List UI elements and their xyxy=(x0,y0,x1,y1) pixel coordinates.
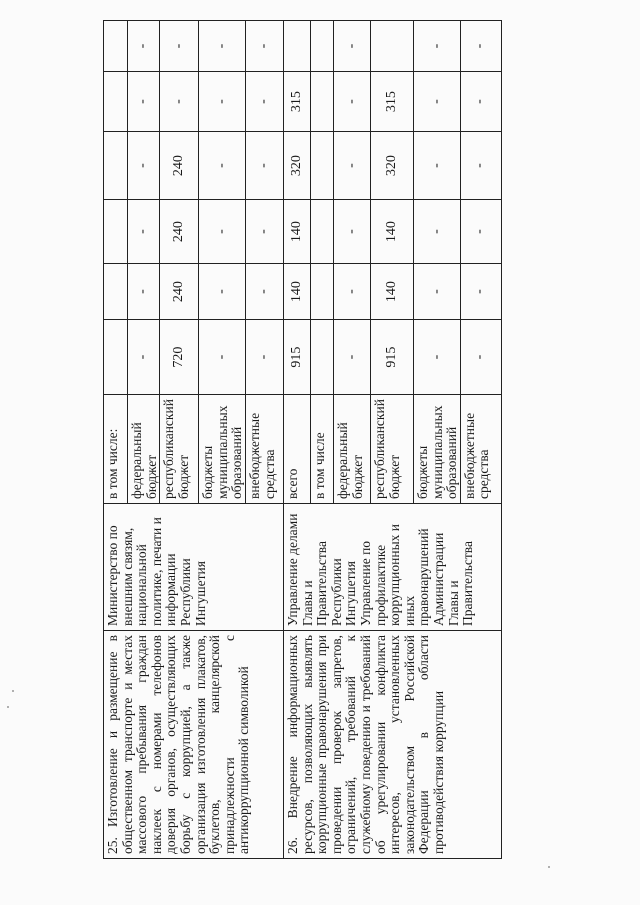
amount-cell: - xyxy=(199,72,246,132)
amount-cell: - xyxy=(128,264,160,320)
funding-source-label: бюджеты муниципальных образований xyxy=(199,395,246,504)
amount-cell xyxy=(310,200,333,264)
amount-cell: - xyxy=(413,264,460,320)
amount-cell: - xyxy=(160,21,199,72)
amount-cell: - xyxy=(245,21,283,72)
amount-cell: - xyxy=(245,320,283,395)
amount-cell xyxy=(104,320,128,395)
scan-speck xyxy=(548,866,550,868)
amount-cell: 915 xyxy=(283,320,310,395)
amount-cell xyxy=(104,72,128,132)
amount-cell: - xyxy=(333,200,370,264)
funding-source-label: в том числе xyxy=(310,395,333,504)
amount-cell: - xyxy=(460,72,501,132)
amount-cell xyxy=(104,200,128,264)
amount-cell: - xyxy=(413,21,460,72)
funding-source-label: внебюджетные средства xyxy=(245,395,283,504)
amount-cell: 320 xyxy=(370,132,413,200)
amount-cell: - xyxy=(460,132,501,200)
funding-source-label: в том числе: xyxy=(104,395,128,504)
amount-cell: 315 xyxy=(283,72,310,132)
table-row xyxy=(104,21,128,859)
amount-cell: 315 xyxy=(370,72,413,132)
measure-description: 26. Внедрение информационных ресурсов, позволяющих выявлять коррупционные правонарушения при проведении проверок запретов, ограничений, требований к служебному поведению и требований об урегулировании конфликта интересов, установленных законодательством Российской Федерации в области противодействия коррупции xyxy=(283,631,501,859)
amount-cell: - xyxy=(460,264,501,320)
amount-cell: - xyxy=(128,72,160,132)
amount-cell: - xyxy=(413,132,460,200)
amount-cell xyxy=(310,72,333,132)
amount-cell: 915 xyxy=(370,320,413,395)
amount-cell: - xyxy=(460,320,501,395)
scan-speck xyxy=(12,690,14,692)
amount-cell xyxy=(283,21,310,72)
amount-cell: - xyxy=(333,320,370,395)
amount-cell: - xyxy=(460,200,501,264)
amount-cell: - xyxy=(199,132,246,200)
amount-cell xyxy=(104,21,128,72)
funding-source-label: бюджеты муниципальных образований xyxy=(413,395,460,504)
amount-cell xyxy=(310,21,333,72)
amount-cell xyxy=(370,21,413,72)
amount-cell xyxy=(310,132,333,200)
amount-cell: - xyxy=(128,132,160,200)
amount-cell: - xyxy=(333,72,370,132)
scan-speck xyxy=(7,706,9,708)
amount-cell xyxy=(104,264,128,320)
amount-cell: - xyxy=(333,21,370,72)
budget-table xyxy=(103,20,502,859)
amount-cell: - xyxy=(199,264,246,320)
amount-cell xyxy=(310,320,333,395)
measure-description: 25. Изготовление и размещение в общественном транспорте и местах массового пребывания граждан наклеек с номерами телефонов доверия органов, осуществляющих борьбу с коррупцией, а также организация изготовления плакатов, буклетов, канцелярской принадлежности с антикоррупционной символикой xyxy=(104,631,284,859)
amount-cell: 140 xyxy=(370,200,413,264)
amount-cell: - xyxy=(160,72,199,132)
amount-cell: - xyxy=(128,200,160,264)
amount-cell: - xyxy=(333,132,370,200)
amount-cell: 240 xyxy=(160,132,199,200)
funding-source-label: федеральный бюджет xyxy=(128,395,160,504)
amount-cell xyxy=(104,132,128,200)
amount-cell: 140 xyxy=(283,264,310,320)
amount-cell xyxy=(310,264,333,320)
amount-cell: 240 xyxy=(160,264,199,320)
amount-cell: - xyxy=(413,320,460,395)
amount-cell: 320 xyxy=(283,132,310,200)
amount-cell: - xyxy=(413,72,460,132)
amount-cell: - xyxy=(128,320,160,395)
funding-source-label: республиканский бюджет xyxy=(160,395,199,504)
amount-cell: 240 xyxy=(160,200,199,264)
amount-cell: - xyxy=(460,21,501,72)
amount-cell: - xyxy=(413,200,460,264)
amount-cell: - xyxy=(245,132,283,200)
amount-cell: - xyxy=(333,264,370,320)
amount-cell: - xyxy=(199,21,246,72)
amount-cell: - xyxy=(245,264,283,320)
amount-cell: - xyxy=(128,21,160,72)
funding-source-label: федеральный бюджет xyxy=(333,395,370,504)
amount-cell: - xyxy=(245,72,283,132)
amount-cell: 140 xyxy=(370,264,413,320)
funding-source-label: всего xyxy=(283,395,310,504)
table-row xyxy=(283,21,310,859)
executor-cell: Министерство по внешним связям, национальной политике, печати и информации Республики Ингушетия xyxy=(104,504,284,631)
funding-source-label: республиканский бюджет xyxy=(370,395,413,504)
amount-cell: 720 xyxy=(160,320,199,395)
funding-source-label: внебюджетные средства xyxy=(460,395,501,504)
amount-cell: - xyxy=(199,320,246,395)
amount-cell: - xyxy=(199,200,246,264)
amount-cell: - xyxy=(245,200,283,264)
amount-cell: 140 xyxy=(283,200,310,264)
executor-cell: Управление делами Главы и Правительства Республики Ингушетия Управление по профилактике коррупционных и иных правонарушений Администрации Главы и Правительства xyxy=(283,504,501,631)
